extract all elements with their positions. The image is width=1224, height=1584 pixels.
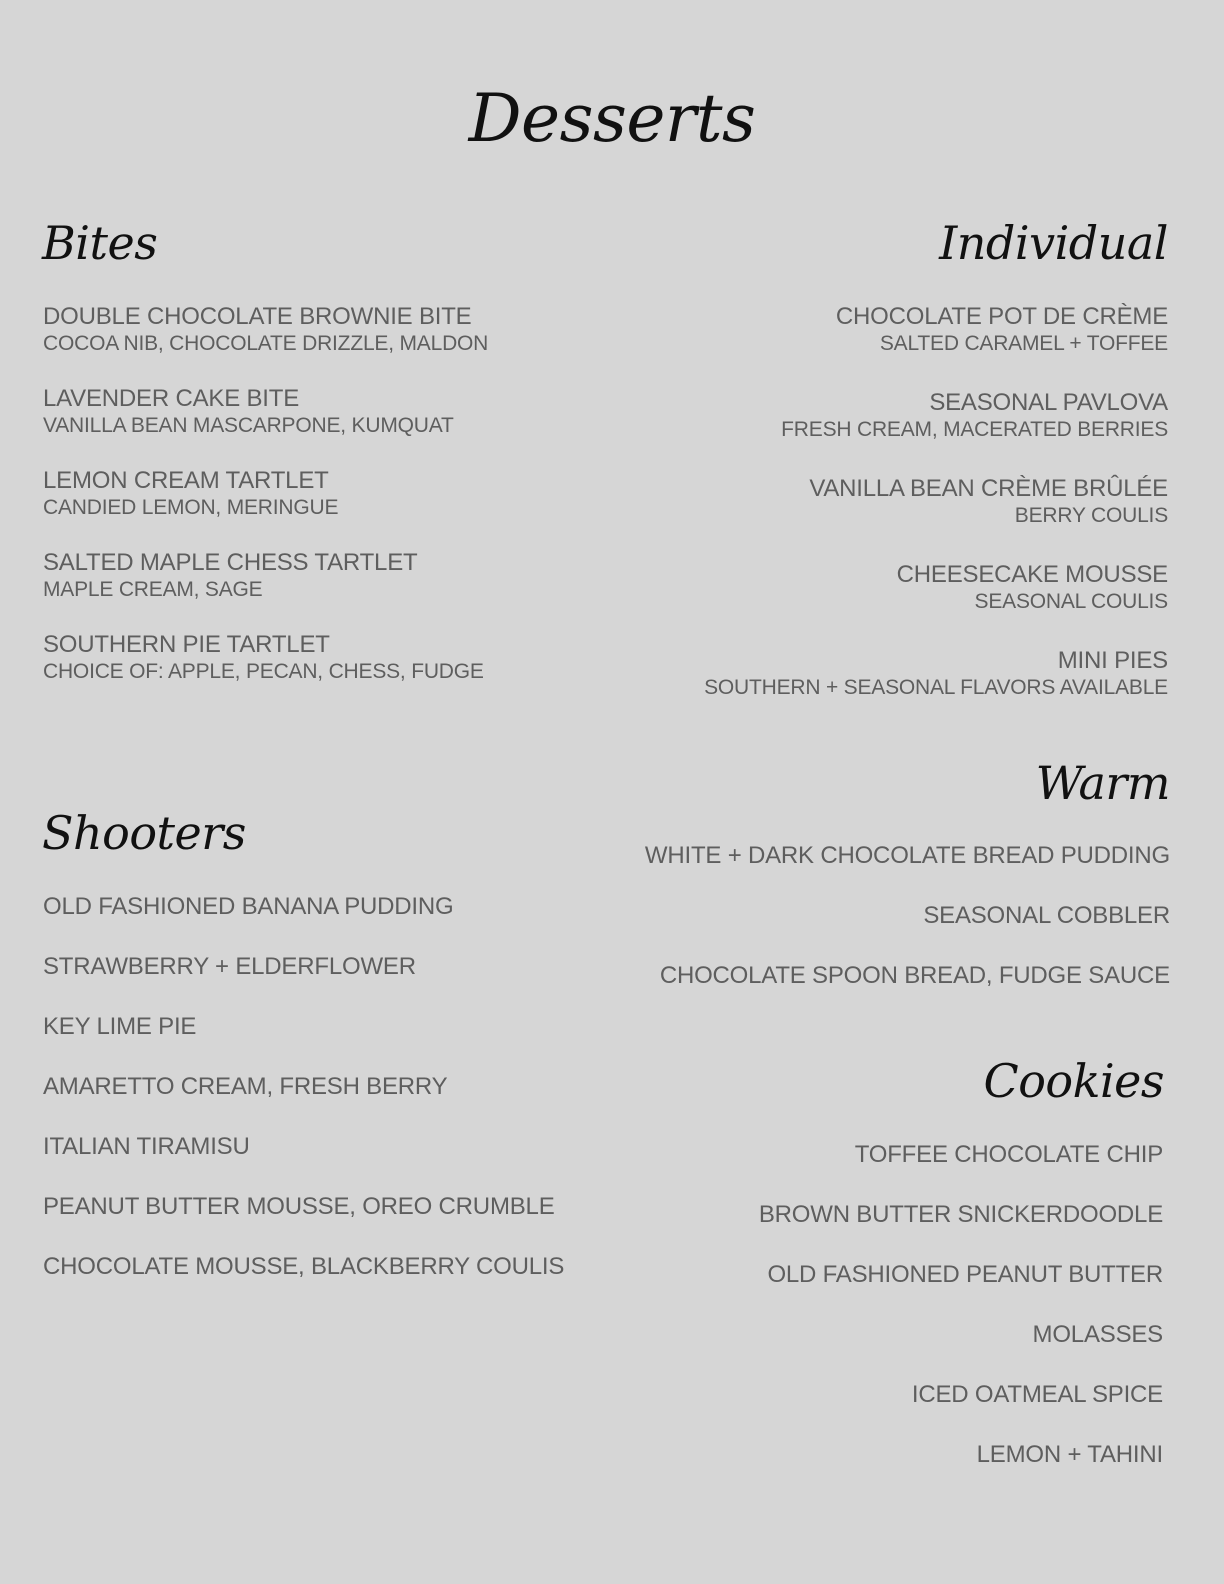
menu-item bbox=[543, 1201, 1163, 1261]
menu-item bbox=[548, 389, 1168, 475]
item-name: DOUBLE CHOCOLATE BROWNIE BITE bbox=[43, 303, 472, 330]
menu-item bbox=[548, 475, 1168, 561]
shooters-list bbox=[43, 893, 603, 1313]
item-name: OLD FASHIONED PEANUT BUTTER bbox=[767, 1261, 1163, 1288]
item-name: TOFFEE CHOCOLATE CHIP bbox=[854, 1141, 1163, 1168]
item-description: VANILLA BEAN MASCARPONE, KUMQUAT bbox=[43, 414, 454, 437]
item-description: SALTED CARAMEL + TOFFEE bbox=[879, 332, 1168, 355]
item-name: OLD FASHIONED BANANA PUDDING bbox=[43, 893, 454, 920]
bites-list bbox=[43, 303, 603, 713]
item-name: CHOCOLATE POT DE CRÈME bbox=[835, 303, 1168, 330]
item-name: CHOCOLATE MOUSSE, BLACKBERRY COULIS bbox=[43, 1253, 565, 1280]
item-name: BROWN BUTTER SNICKERDOODLE bbox=[758, 1201, 1163, 1228]
item-name: WHITE + DARK CHOCOLATE BREAD PUDDING bbox=[644, 842, 1170, 869]
item-description: FRESH CREAM, MACERATED BERRIES bbox=[781, 418, 1168, 441]
cookies-heading: Cookies bbox=[983, 1054, 1164, 1108]
menu-item bbox=[550, 962, 1170, 1022]
item-name: VANILLA BEAN CRÈME BRÛLÉE bbox=[809, 475, 1168, 502]
individual-list bbox=[548, 303, 1168, 733]
menu-item bbox=[43, 631, 603, 713]
menu-item bbox=[548, 561, 1168, 647]
item-name: PEANUT BUTTER MOUSSE, OREO CRUMBLE bbox=[43, 1193, 555, 1220]
item-name: LEMON + TAHINI bbox=[976, 1441, 1163, 1468]
menu-item bbox=[43, 1133, 603, 1193]
item-description: CHOICE OF: APPLE, PECAN, CHESS, FUDGE bbox=[43, 660, 484, 683]
menu-item bbox=[43, 953, 603, 1013]
menu-item bbox=[43, 893, 603, 953]
cookies-list bbox=[543, 1141, 1163, 1501]
menu-item bbox=[548, 303, 1168, 389]
bites-heading: Bites bbox=[42, 216, 158, 270]
shooters-heading: Shooters bbox=[42, 806, 246, 860]
page-title: Desserts bbox=[468, 80, 756, 157]
item-description: COCOA NIB, CHOCOLATE DRIZZLE, MALDON bbox=[43, 332, 489, 355]
item-description: CANDIED LEMON, MERINGUE bbox=[43, 496, 339, 519]
item-name: KEY LIME PIE bbox=[43, 1013, 197, 1040]
menu-item bbox=[550, 842, 1170, 902]
item-description: BERRY COULIS bbox=[1014, 504, 1168, 527]
menu-item bbox=[543, 1381, 1163, 1441]
item-name: STRAWBERRY + ELDERFLOWER bbox=[43, 953, 416, 980]
individual-heading: Individual bbox=[939, 216, 1168, 270]
menu-item bbox=[43, 303, 603, 385]
menu-item bbox=[43, 385, 603, 467]
item-description: MAPLE CREAM, SAGE bbox=[43, 578, 263, 601]
item-description: SOUTHERN + SEASONAL FLAVORS AVAILABLE bbox=[704, 676, 1168, 699]
menu-item bbox=[543, 1441, 1163, 1501]
menu-item bbox=[43, 467, 603, 549]
warm-heading: Warm bbox=[1035, 756, 1170, 810]
item-name: CHEESECAKE MOUSSE bbox=[896, 561, 1168, 588]
menu-item bbox=[43, 1253, 603, 1313]
menu-item bbox=[543, 1321, 1163, 1381]
item-name: MOLASSES bbox=[1032, 1321, 1163, 1348]
item-name: CHOCOLATE SPOON BREAD, FUDGE SAUCE bbox=[659, 962, 1170, 989]
item-name: ITALIAN TIRAMISU bbox=[43, 1133, 250, 1160]
menu-item bbox=[43, 1013, 603, 1073]
menu-item bbox=[550, 902, 1170, 962]
item-name: SEASONAL COBBLER bbox=[923, 902, 1170, 929]
menu-item bbox=[548, 647, 1168, 733]
menu-item bbox=[43, 549, 603, 631]
item-name: ICED OATMEAL SPICE bbox=[911, 1381, 1163, 1408]
item-name: SEASONAL PAVLOVA bbox=[929, 389, 1168, 416]
menu-item bbox=[543, 1141, 1163, 1201]
warm-list bbox=[550, 842, 1170, 1022]
item-name: SALTED MAPLE CHESS TARTLET bbox=[43, 549, 418, 576]
item-name: SOUTHERN PIE TARTLET bbox=[43, 631, 330, 658]
item-name: AMARETTO CREAM, FRESH BERRY bbox=[43, 1073, 448, 1100]
item-name: LEMON CREAM TARTLET bbox=[43, 467, 329, 494]
menu-item bbox=[43, 1193, 603, 1253]
menu-item bbox=[43, 1073, 603, 1133]
item-name: LAVENDER CAKE BITE bbox=[43, 385, 300, 412]
menu-item bbox=[543, 1261, 1163, 1321]
item-description: SEASONAL COULIS bbox=[974, 590, 1168, 613]
item-name: MINI PIES bbox=[1057, 647, 1168, 674]
